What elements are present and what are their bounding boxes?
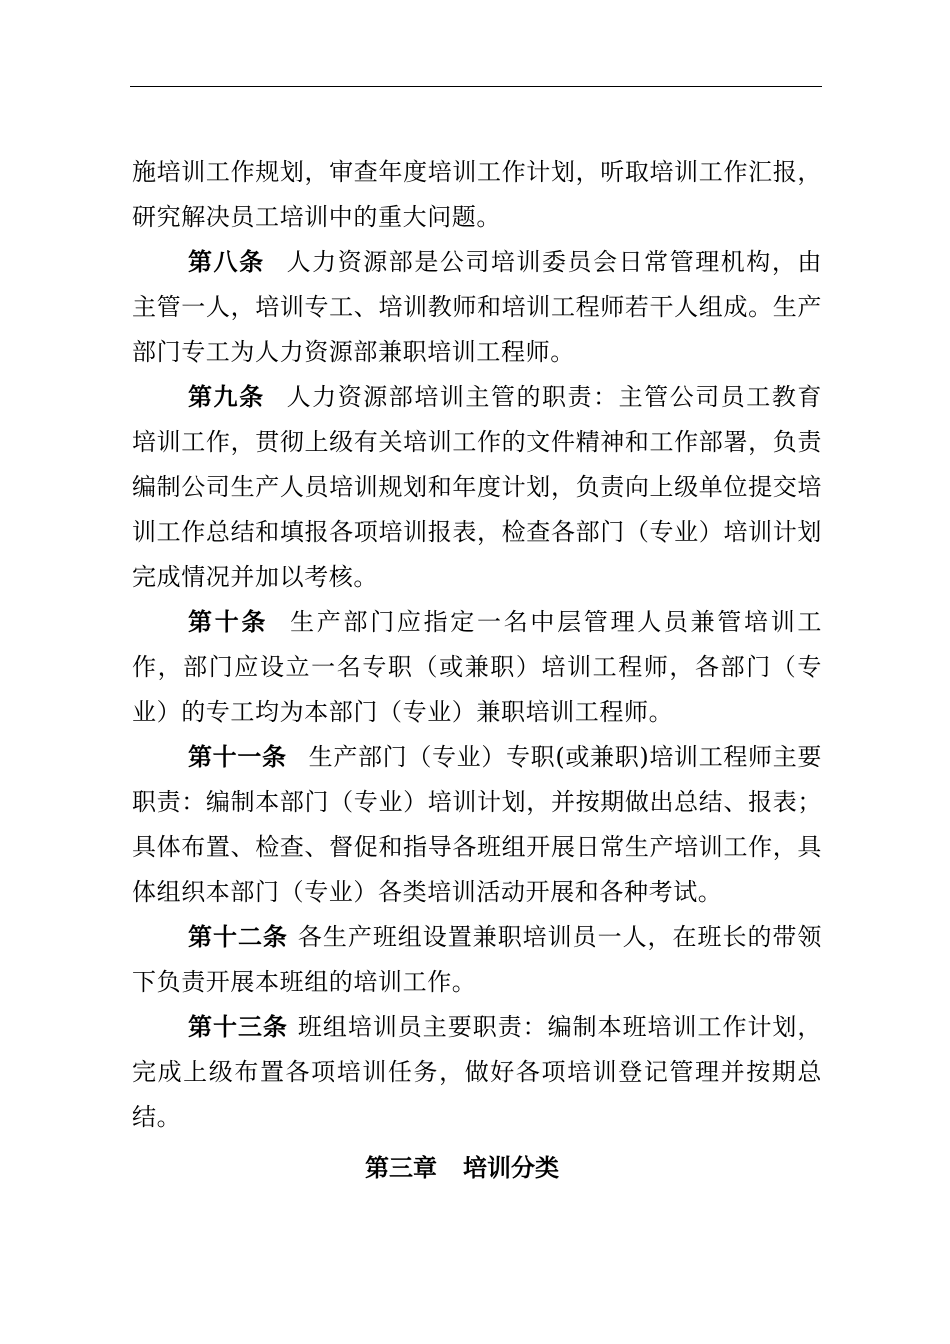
article-11 bbox=[132, 735, 822, 915]
article-text: 生产部门应指定一名中层管理人员兼管培训工作，部门应设立一名专职（或兼职）培训工程师，各部门（专业）的专工均为本部门（专业）兼职培训工程师。 bbox=[132, 608, 822, 726]
article-number: 第八条 bbox=[188, 248, 265, 276]
article-number: 第九条 bbox=[188, 383, 265, 411]
article-text: 班组培训员主要职责：编制本班培训工作计划，完成上级布置各项培训任务，做好各项培训登记管理并按期总结。 bbox=[132, 1013, 822, 1131]
article-9 bbox=[132, 375, 822, 600]
paragraph-continuation bbox=[132, 150, 822, 240]
article-text: 人力资源部是公司培训委员会日常管理机构，由主管一人，培训专工、培训教师和培训工程师若干人组成。生产部门专工为人力资源部兼职培训工程师。 bbox=[132, 248, 822, 366]
article-8 bbox=[132, 240, 822, 375]
article-text: 生产部门（专业）专职(或兼职)培训工程师主要职责：编制本部门（专业）培训计划，并按期做出总结、报表；具体布置、检查、督促和指导各班组开展日常生产培训工作，具体组织本部门（专业）各类培训活动开展和各种考试。 bbox=[132, 743, 822, 906]
article-number: 第十条 bbox=[188, 608, 269, 636]
article-text: 人力资源部培训主管的职责：主管公司员工教育培训工作，贯彻上级有关培训工作的文件精神和工作部署，负责编制公司生产人员培训规划和年度计划，负责向上级单位提交培训工作总结和填报各项培训报表，检查各部门（专业）培训计划完成情况并加以考核。 bbox=[132, 383, 822, 591]
chapter-title: 培训分类 bbox=[463, 1154, 559, 1182]
article-text: 各生产班组设置兼职培训员一人，在班长的带领下负责开展本班组的培训工作。 bbox=[132, 923, 822, 996]
header-rule bbox=[130, 86, 822, 87]
paragraph-text: 施培训工作规划，审查年度培训工作计划，听取培训工作汇报，研究解决员工培训中的重大问题。 bbox=[132, 158, 822, 231]
article-13 bbox=[132, 1005, 822, 1140]
chapter-heading bbox=[132, 1146, 822, 1191]
article-10 bbox=[132, 600, 822, 735]
article-number: 第十一条 bbox=[188, 743, 287, 771]
article-number: 第十二条 bbox=[188, 923, 288, 951]
chapter-number: 第三章 bbox=[365, 1154, 437, 1182]
article-12 bbox=[132, 915, 822, 1005]
document-body bbox=[132, 150, 822, 1191]
article-number: 第十三条 bbox=[188, 1013, 288, 1041]
